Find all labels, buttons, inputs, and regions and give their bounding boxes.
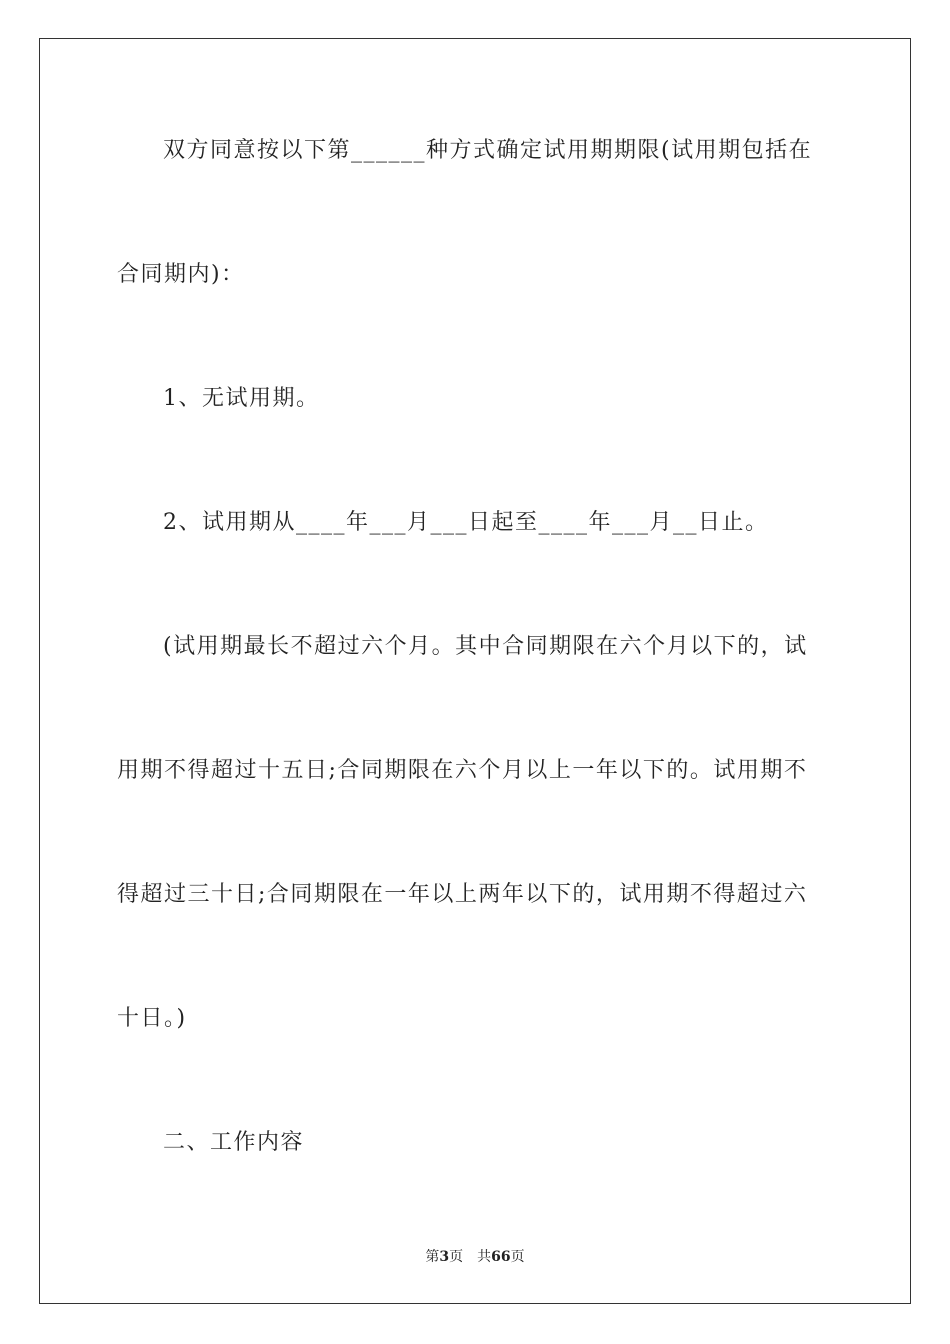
page-footer (0, 1247, 950, 1267)
page-border (39, 38, 911, 1304)
note-line-3: 得超过三十日;合同期限在一年以上两年以下的，试用期不得超过六 (117, 882, 808, 907)
footer-total-prefix: 共 (477, 1249, 492, 1265)
footer-total-suffix: 页 (510, 1249, 525, 1265)
paragraph-line-1: 双方同意按以下第______种方式确定试用期期限(试用期包括在 (163, 138, 813, 163)
footer-page-prefix: 第 (425, 1249, 440, 1265)
note-line-2: 用期不得超过十五日;合同期限在六个月以上一年以下的。试用期不 (117, 758, 808, 783)
option-2-line: 2、试用期从____年___月___日起至____年___月__日止。 (163, 510, 769, 535)
footer-total-pages: 66 (491, 1249, 511, 1265)
footer-page-number: 3 (439, 1249, 450, 1265)
footer-page-suffix: 页 (449, 1249, 464, 1265)
option-1-line: 1、无试用期。 (163, 386, 320, 411)
note-line-4: 十日。) (117, 1006, 187, 1031)
note-line-1: (试用期最长不超过六个月。其中合同期限在六个月以下的，试 (163, 634, 808, 659)
section-heading: 二、工作内容 (163, 1130, 305, 1155)
paragraph-line-2: 合同期内)： (117, 262, 245, 287)
